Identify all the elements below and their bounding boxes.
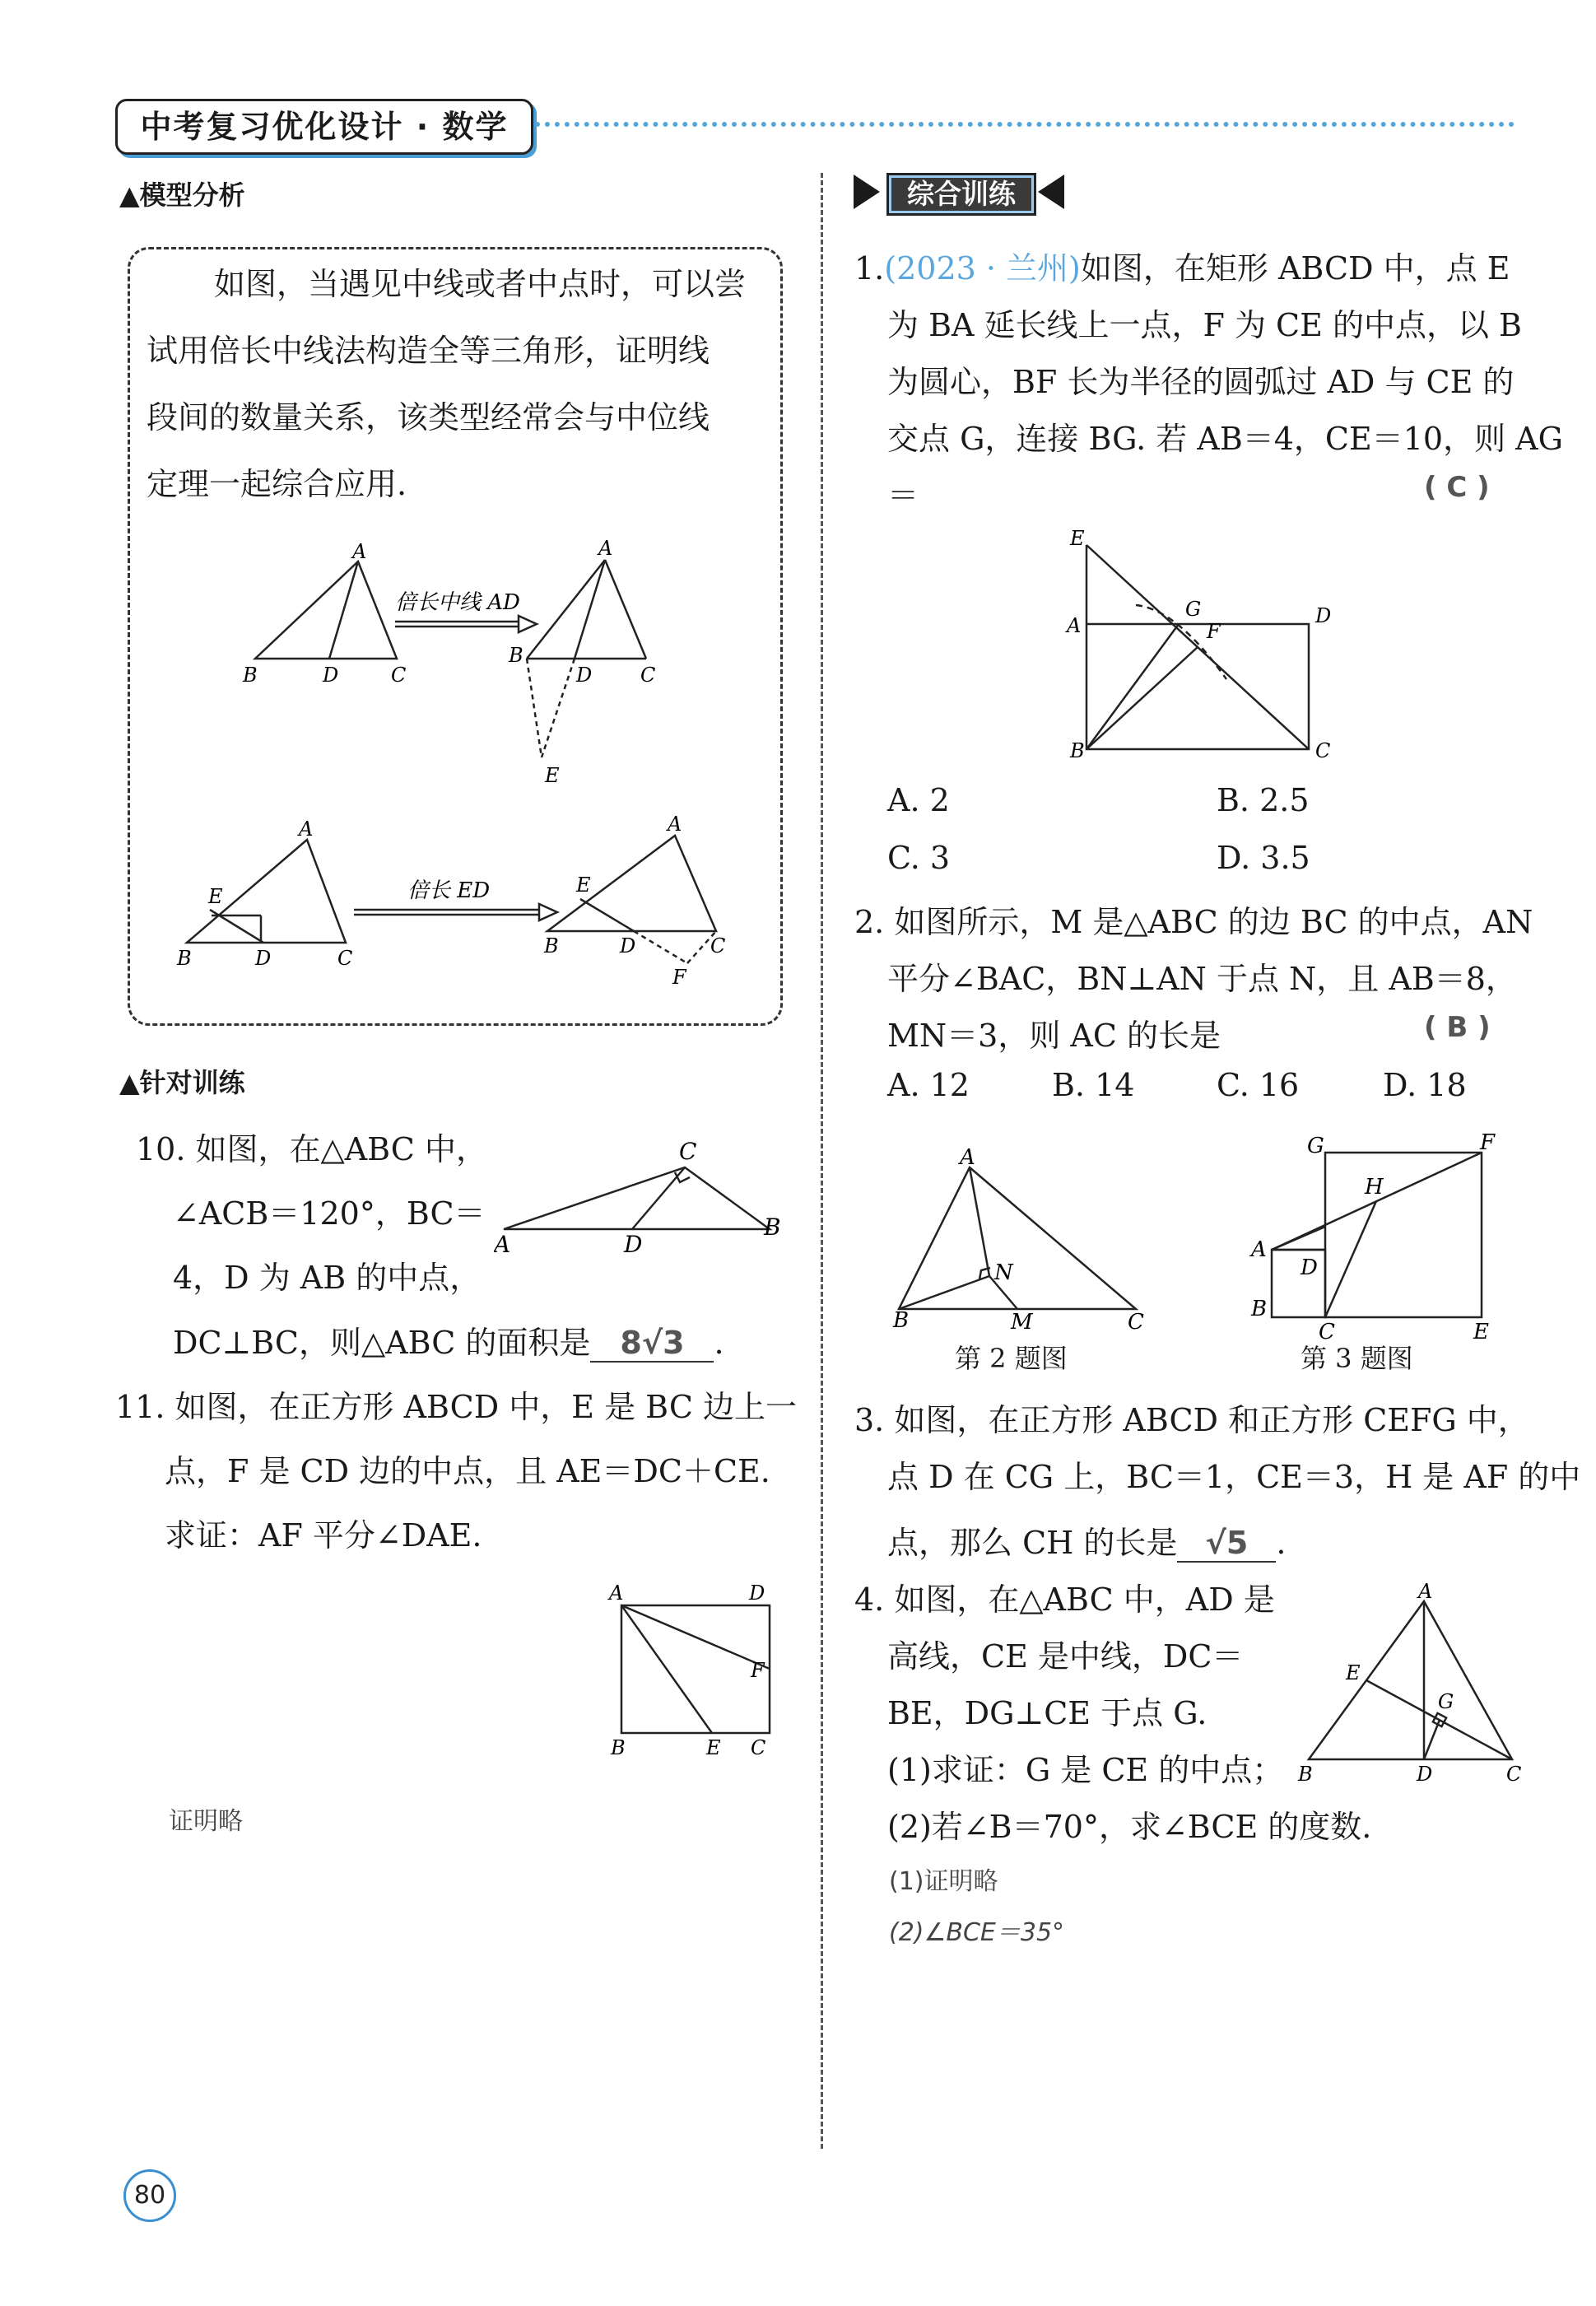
q1-source: (2023 · 兰州) [884,250,1081,287]
q1-answer: ( C ) [1424,471,1490,504]
q4-figure [1296,1577,1527,1791]
svg-text:D: D [323,664,339,687]
q4-line-4: (1)求证：G 是 CE 的中点； [887,1752,1284,1788]
q4-answer-1: (1)证明略 [889,1867,998,1896]
svg-text:C: C [1128,1310,1144,1335]
svg-text:A: A [1251,1237,1267,1262]
q3-figure-caption: 第 3 题图 [1301,1343,1413,1374]
svg-text:E: E [706,1736,721,1758]
svg-text:G: G [1185,598,1202,621]
q4-answer-2: (2)∠BCE＝35° [889,1918,1065,1947]
svg-text:D: D [255,947,272,970]
header-dotted-rule [535,122,1515,127]
q4-line-5: (2)若∠B＝70°，求∠BCE 的度数. [887,1809,1372,1845]
svg-text:H: H [1365,1175,1384,1200]
svg-text:C: C [710,934,726,957]
q2-option-d: D. 18 [1383,1067,1467,1103]
q2-option-a: A. 12 [887,1067,970,1103]
svg-text:F: F [751,1659,765,1682]
svg-text:E: E [1070,527,1085,550]
svg-text:D: D [749,1582,765,1605]
model-figure-1 [230,535,691,799]
q1-line-4: 交点 G，连接 BG. 若 AB＝4，CE＝10，则 AG [887,421,1563,457]
fig2-arrow-label: 倍长 ED [407,878,491,903]
q1-option-d: D. 3.5 [1217,840,1310,876]
svg-text:B: B [509,644,523,667]
svg-text:C: C [640,664,656,687]
q2-option-b: B. 14 [1052,1067,1135,1103]
svg-text:B: B [177,947,192,970]
q2-answer: ( B ) [1424,1011,1491,1044]
svg-text:A: A [668,813,682,836]
model-figure-2 [169,803,745,1000]
svg-text:B: B [764,1214,781,1241]
q10-line-1: 10. 如图，在△ABC 中， [136,1131,487,1167]
svg-text:C: C [1319,1320,1335,1342]
q1-line-3: 为圆心，BF 长为半径的圆弧过 AD 与 CE 的 [887,364,1515,400]
q2-figure-caption: 第 2 题图 [955,1343,1068,1374]
q2-line-2: 平分∠BAC，BN⊥AN 于点 N，且 AB＝8， [887,961,1517,997]
svg-text:M: M [1011,1310,1033,1335]
q4-line-2: 高线，CE 是中线，DC＝ [887,1638,1244,1675]
svg-text:B: B [243,664,258,687]
q2-line-1: 2. 如图所示，M 是△ABC 的边 BC 的中点，AN [854,904,1533,940]
svg-text:C: C [679,1138,697,1165]
svg-text:D: D [620,934,636,957]
svg-text:B: B [893,1308,910,1333]
q1-option-c: C. 3 [887,840,951,876]
svg-text:A: A [960,1145,975,1170]
svg-text:E: E [545,764,560,787]
svg-text:E: E [1346,1661,1361,1684]
svg-text:B: B [1070,739,1085,762]
svg-text:E: E [1473,1320,1489,1342]
q1-line-2: 为 BA 延长线上一点，F 为 CE 的中点，以 B [887,307,1522,343]
q11-answer: 证明略 [169,1807,243,1836]
svg-text:N: N [994,1260,1013,1285]
svg-text:C: C [337,947,353,970]
q1-figure [1062,527,1346,766]
svg-text:A: A [598,537,613,560]
svg-text:D: D [1301,1255,1318,1280]
q10-figure [494,1134,790,1266]
svg-text:A: A [1067,614,1082,637]
svg-text:C: C [1506,1763,1522,1786]
q10-line-2: ∠ACB＝120°，BC＝ [173,1195,486,1232]
q3-answer: √5 [1177,1525,1276,1563]
svg-text:D: D [1315,604,1332,627]
q10-answer: 8√3 [590,1325,714,1363]
svg-text:B: B [611,1736,626,1758]
model-analysis-heading: ▲模型分析 [119,179,245,211]
q4-line-1: 4. 如图，在△ABC 中，AD 是 [854,1582,1275,1618]
svg-text:G: G [1307,1134,1324,1158]
model-text-line-1: 如图，当遇见中线或者中点时，可以尝 [214,266,747,302]
svg-text:A: A [1418,1580,1433,1603]
q2-option-c: C. 16 [1217,1067,1300,1103]
svg-text:E: E [208,885,223,908]
svg-text:A: A [609,1582,624,1605]
q11-line-3: 求证：AF 平分∠DAE. [165,1517,482,1554]
q1-option-a: A. 2 [887,782,950,818]
page-number: 80 [123,2169,176,2222]
q1-line-5: ＝ [887,478,919,514]
svg-text:D: D [624,1231,643,1258]
svg-text:B: B [1251,1297,1268,1321]
svg-text:G: G [1438,1690,1454,1713]
svg-text:B: B [544,934,559,957]
svg-text:A: A [494,1231,511,1258]
fig1-arrow-label: 倍长中线 AD [395,590,520,615]
svg-text:C: C [1315,739,1331,762]
q2-figure [889,1144,1152,1342]
targeted-practice-heading: ▲针对训练 [119,1067,245,1098]
svg-text:A: A [352,540,367,563]
model-text-line-4: 定理一起综合应用. [147,466,407,502]
q3-line-2: 点 D 在 CG 上，BC＝1，CE＝3，H 是 AF 的中 [887,1459,1581,1495]
svg-text:C: C [751,1736,766,1758]
svg-text:A: A [299,818,314,841]
q10-line-3: 4，D 为 AB 的中点， [173,1260,482,1296]
svg-text:E: E [576,873,591,897]
header-title: 中考复习优化设计 · 数学 [115,99,533,155]
model-text-line-3: 段间的数量关系，该类型经常会与中位线 [147,399,710,436]
svg-text:D: D [1417,1763,1433,1786]
svg-text:B: B [1298,1763,1313,1786]
svg-text:D: D [576,664,593,687]
comprehensive-training-banner: 综合训练 [886,173,1036,216]
q10-line-4: DC⊥BC，则△ABC 的面积是 8√3 . [173,1325,724,1361]
svg-text:C: C [391,664,407,687]
q11-line-1: 11. 如图，在正方形 ABCD 中，E 是 BC 边上一 [115,1389,797,1425]
q3-line-3: 点，那么 CH 的长是 √5 . [887,1525,1287,1561]
svg-text:F: F [1480,1130,1496,1155]
q2-line-3: MN＝3，则 AC 的长是 [887,1018,1221,1054]
model-text-line-2: 试用倍长中线法构造全等三角形，证明线 [147,333,710,369]
q11-line-2: 点，F 是 CD 边的中点，且 AE＝DC＋CE. [165,1453,770,1489]
q4-line-3: BE，DG⊥CE 于点 G. [887,1695,1207,1731]
q3-figure [1243,1128,1506,1342]
q3-line-1: 3. 如图，在正方形 ABCD 和正方形 CEFG 中， [854,1402,1529,1438]
column-divider [821,173,823,2149]
q11-figure [601,1577,790,1758]
q1-line-1: 1.(2023 · 兰州)如图，在矩形 ABCD 中，点 E [854,250,1510,287]
q1-option-b: B. 2.5 [1217,782,1310,818]
svg-text:F: F [1207,620,1221,643]
svg-text:F: F [672,966,686,989]
